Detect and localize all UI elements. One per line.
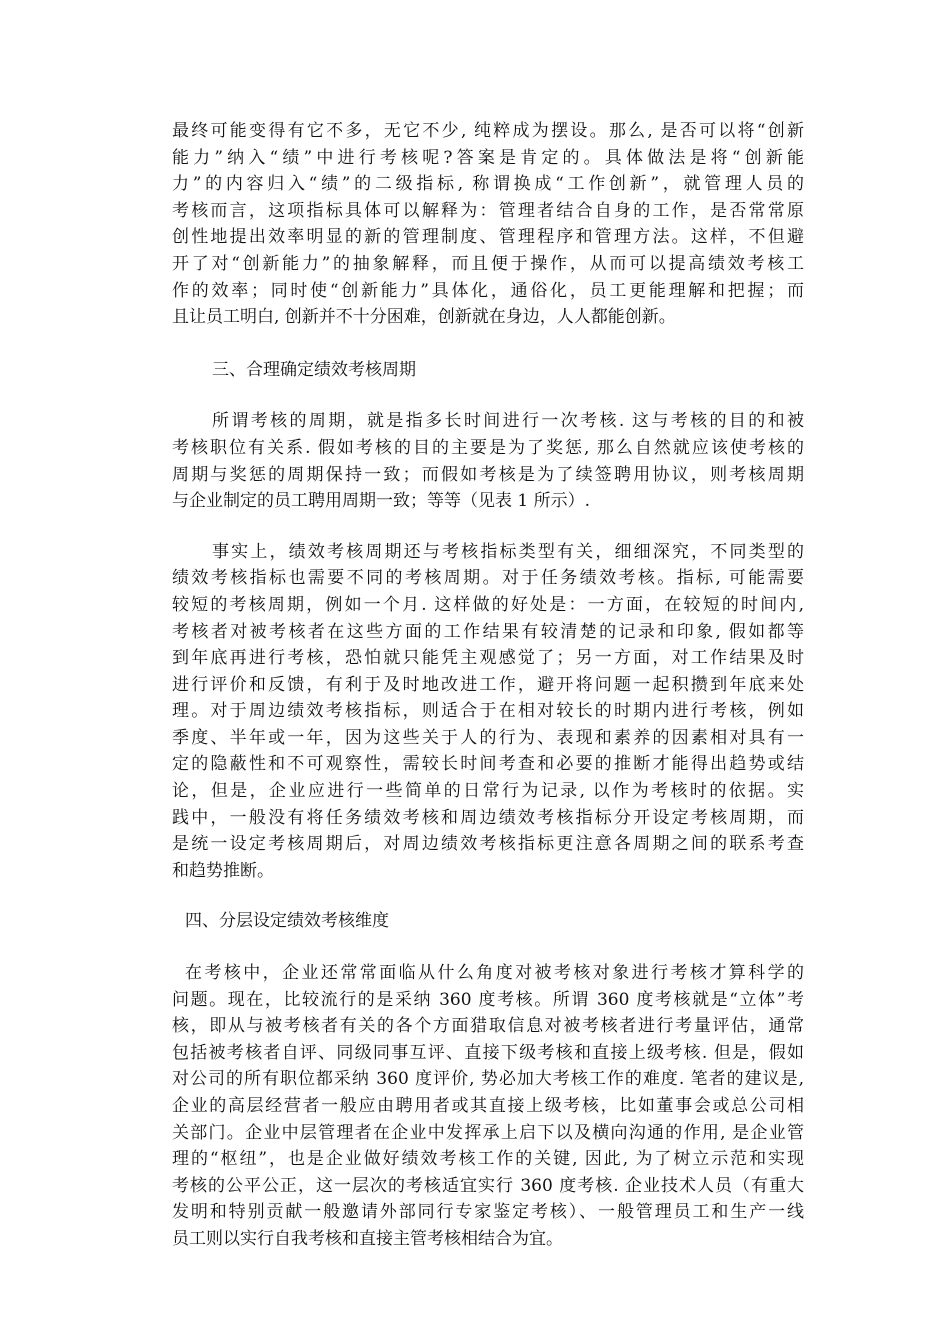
text-line: 问题。现在，比较流行的是采纳 360 度考核。所谓 360 度考核就是“立体”考 xyxy=(172,989,804,1010)
text-line: 进行评价和反馈，有利于及时地改进工作，避开将问题一起积攒到年底来处 xyxy=(172,674,804,695)
text-line: 和趋势推断。 xyxy=(172,860,274,881)
text-line: 考核的公平公正，这一层次的考核适宜实行 360 度考核. 企业技术人员（有重大 xyxy=(172,1175,804,1196)
text-line: 考核者对被考核者在这些方面的工作结果有较清楚的记录和印象, 假如都等 xyxy=(172,621,804,642)
text-line: 事实上，绩效考核周期还与考核指标类型有关，细细深究，不同类型的 xyxy=(212,541,804,562)
text-line: 周期与奖惩的周期保持一致；而假如考核是为了续签聘用协议，则考核周期 xyxy=(172,464,804,485)
text-line: 企业的高层经营者一般应由聘用者或其直接上级考核，比如董事会或总公司相 xyxy=(172,1096,804,1116)
text-line: 最终可能变得有它不多，无它不少, 纯粹成为摆设。那么, 是否可以将“创新 xyxy=(172,121,804,141)
paragraph-period xyxy=(172,408,804,514)
text-line: 定的隐蔽性和不可观察性，需较长时间考查和必要的推断才能得出趋势或结 xyxy=(172,754,804,775)
text-line: 考核而言，这项指标具体可以解释为：管理者结合自身的工作，是否常常原 xyxy=(172,200,804,221)
text-line: 核，即从与被考核者有关的各个方面猎取信息对被考核者进行考量评估，通常 xyxy=(172,1016,804,1037)
text-line: 开了对“创新能力”的抽象解释，而且便于操作，从而可以提高绩效考核工 xyxy=(172,253,804,274)
text-line: 关部门。企业中层管理者在企业中发挥承上启下以及横向沟通的作用, 是企业管 xyxy=(172,1122,804,1143)
text-line: 创性地提出效率明显的新的管理制度、管理程序和管理方法。这样，不但避 xyxy=(172,227,804,248)
text-line: 作的效率；同时使“创新能力”具体化，通俗化，员工更能理解和把握；而 xyxy=(172,280,804,301)
section-heading-4: 四、分层设定绩效考核维度 xyxy=(185,911,389,932)
text-line: 绩效考核指标也需要不同的考核周期。对于任务绩效考核。指标, 可能需要 xyxy=(172,568,804,589)
text-line: 员工则以实行自我考核和直接主管考核相结合为宜。 xyxy=(172,1228,563,1249)
text-line: 践中，一般没有将任务绩效考核和周边绩效考核指标分开设定考核周期，而 xyxy=(172,807,804,828)
text-line: 论，但是，企业应进行一些简单的日常行为记录, 以作为考核时的依据。实 xyxy=(172,781,804,802)
text-line: 理的“枢纽”，也是企业做好绩效考核工作的关键, 因此, 为了树立示范和实现 xyxy=(172,1149,804,1170)
text-line: 季度、半年或一年，因为这些关于人的行为、表现和素养的因素相对具有一 xyxy=(172,727,804,748)
text-line: 对公司的所有职位都采纳 360 度评价, 势必加大考核工作的难度. 笔者的建议是, xyxy=(172,1069,804,1090)
text-line: 是统一设定考核周期后，对周边绩效考核指标更注意各周期之间的联系考查 xyxy=(172,834,804,855)
text-line: 在考核中，企业还常常面临从什么角度对被考核对象进行考核才算科学的 xyxy=(185,963,804,984)
text-line: 发明和特别贡献一般邀请外部同行专家鉴定考核）、一般管理员工和生产一线 xyxy=(172,1202,804,1223)
text-line: 所谓考核的周期，就是指多长时间进行一次考核. 这与考核的目的和被 xyxy=(212,411,804,432)
paragraph-period-types xyxy=(172,539,804,885)
text-line: 考核职位有关系. 假如考核的目的主要是为了奖惩, 那么自然就应该使考核的 xyxy=(172,437,804,458)
text-line: 且让员工明白, 创新并不十分困难，创新就在身边，人人都能创新。 xyxy=(172,307,676,328)
paragraph-innovation xyxy=(172,118,804,331)
paragraph-dimensions xyxy=(172,960,804,1253)
text-line: 到年底再进行考核，恐怕就只能凭主观感觉了；另一方面，对工作结果及时 xyxy=(172,648,804,669)
document-page xyxy=(172,118,804,1253)
text-line: 与企业制定的员工聘用周期一致；等等（见表 1 所示）. xyxy=(172,491,591,512)
section-heading-3: 三、合理确定绩效考核周期 xyxy=(212,359,416,380)
text-line: 力”的内容归入“绩”的二级指标, 称谓换成“工作创新”，就管理人员的 xyxy=(172,174,804,195)
text-line: 较短的考核周期，例如一个月. 这样做的好处是：一方面，在较短的时间内, xyxy=(172,594,804,615)
text-line: 能力”纳入“绩”中进行考核呢?答案是肯定的。具体做法是将“创新能 xyxy=(172,147,804,168)
text-line: 理。对于周边绩效考核指标，则适合于在相对较长的时期内进行考核，例如 xyxy=(172,701,804,722)
text-line: 包括被考核者自评、同级同事互评、直接下级考核和直接上级考核. 但是，假如 xyxy=(172,1042,804,1063)
